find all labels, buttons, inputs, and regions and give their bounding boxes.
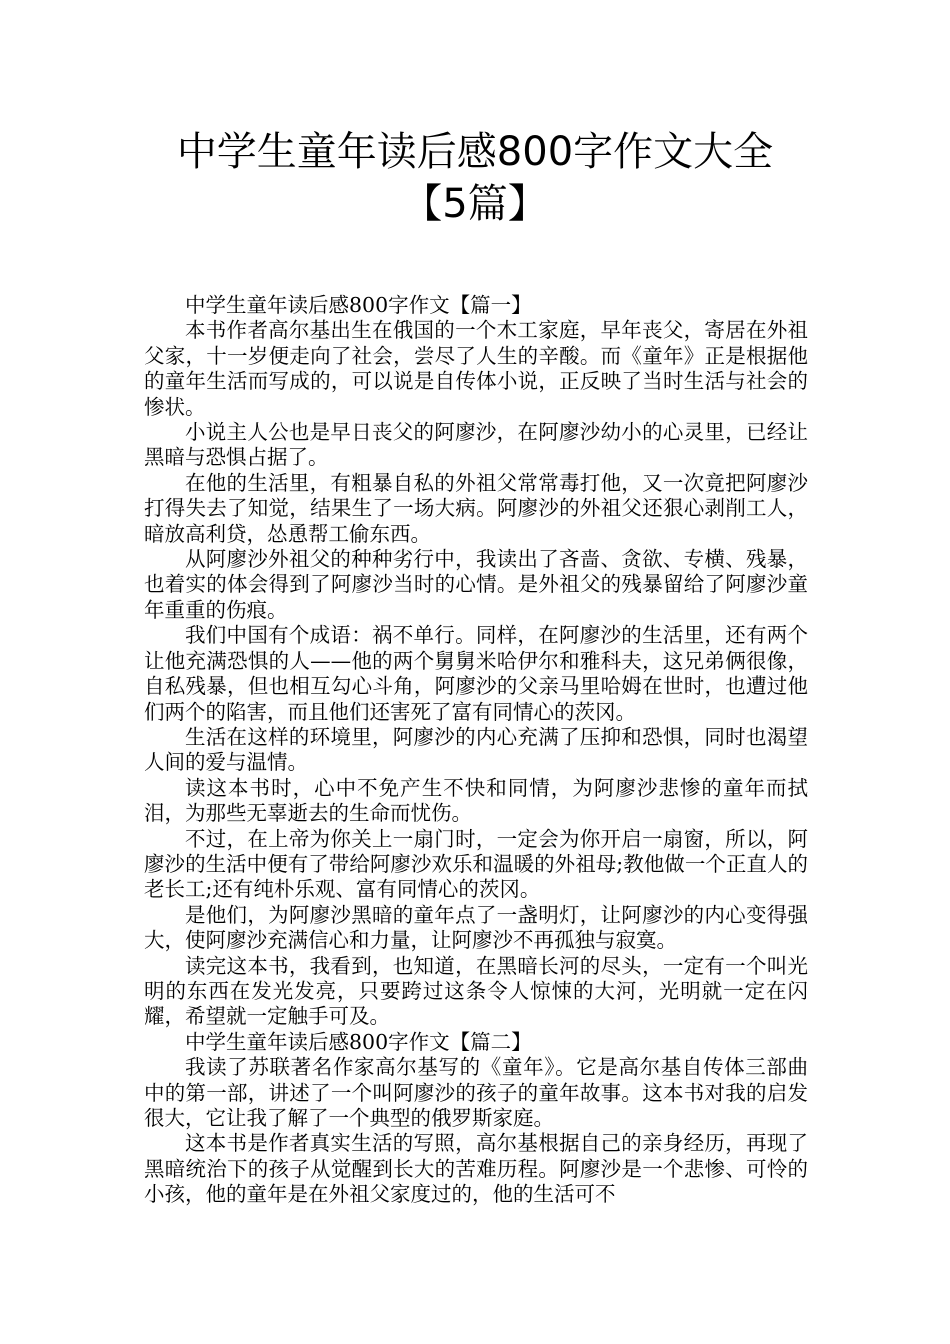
document-title: 中学生童年读后感800字作文大全【5篇】 (176, 129, 774, 227)
section-heading-1: 中学生童年读后感800字作文【篇一】 (185, 293, 532, 317)
section-heading-2: 中学生童年读后感800字作文【篇二】 (185, 1029, 532, 1054)
paragraph: 我读了苏联著名作家高尔基写的《童年》。它是高尔基自传体三部曲中的第一部，讲述了一个叫阿廖沙的孩子的童年故事。这本书对我的启发很大，它让我了解了一个典型的俄罗斯家庭。 (144, 1055, 808, 1130)
paragraph: 我们中国有个成语：祸不单行。同样，在阿廖沙的生活里，还有两个让他充满恐惧的人——他的两个舅舅米哈伊尔和雅科夫，这兄弟俩很像，自私残暴，但也相互勾心斗角，阿廖沙的父亲马里哈姆在世时，也遭过他们两个的陷害，而且他们还害死了富有同情心的茨冈。 (144, 623, 808, 724)
paragraph: 读这本书时，心中不免产生不快和同情，为阿廖沙悲惨的童年而拭泪，为那些无辜逝去的生命而忧伤。 (144, 775, 808, 826)
paragraph: 生活在这样的环境里，阿廖沙的内心充满了压抑和恐惧，同时也渴望人间的爱与温情。 (144, 724, 808, 775)
paragraph: 不过，在上帝为你关上一扇门时，一定会为你开启一扇窗，所以，阿廖沙的生活中便有了带给阿廖沙欢乐和温暖的外祖母;教他做一个正直人的老长工;还有纯朴乐观、富有同情心的茨冈。 (144, 826, 808, 902)
document-body (144, 293, 808, 1208)
paragraph: 读完这本书，我看到，也知道，在黑暗长河的尽头，一定有一个叫光明的东西在发光发亮，只要跨过这条令人惊悚的大河，光明就一定在闪耀，希望就一定触手可及。 (144, 953, 808, 1029)
paragraph: 这本书是作者真实生活的写照，高尔基根据自己的亲身经历，再现了黑暗统治下的孩子从觉醒到长大的苦难历程。阿廖沙是一个悲惨、可怜的小孩，他的童年是在外祖父家度过的，他的生活可不 (144, 1131, 808, 1207)
paragraph: 本书作者高尔基出生在俄国的一个木工家庭，早年丧父，寄居在外祖父家，十一岁便走向了社会，尝尽了人生的辛酸。而《童年》正是根据他的童年生活而写成的，可以说是自传体小说，正反映了当时生活与社会的惨状。 (144, 318, 808, 419)
paragraph: 从阿廖沙外祖父的种种劣行中，我读出了吝啬、贪欲、专横、残暴，也着实的体会得到了阿廖沙当时的心情。是外祖父的残暴留给了阿廖沙童年重重的伤痕。 (144, 547, 808, 622)
paragraph: 小说主人公也是早日丧父的阿廖沙，在阿廖沙幼小的心灵里，已经让黑暗与恐惧占据了。 (144, 420, 808, 470)
paragraph: 在他的生活里，有粗暴自私的外祖父常常毒打他，又一次竟把阿廖沙打得失去了知觉，结果生了一场大病。阿廖沙的外祖父还狠心剥削工人，暗放高利贷，怂恿帮工偷东西。 (144, 470, 808, 546)
paragraph: 是他们，为阿廖沙黑暗的童年点了一盏明灯，让阿廖沙的内心变得强大，使阿廖沙充满信心和力量，让阿廖沙不再孤独与寂寞。 (144, 902, 808, 953)
